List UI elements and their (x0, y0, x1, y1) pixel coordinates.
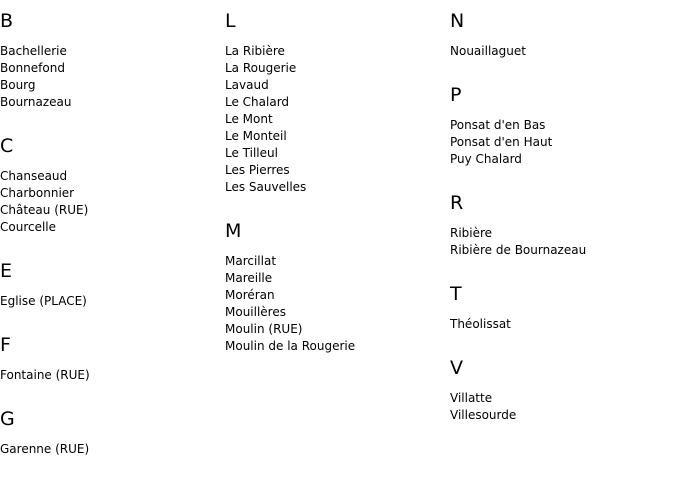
street-link[interactable]: Courcelle (0, 220, 57, 234)
letter-heading: F (0, 334, 11, 356)
letter-group-n (450, 9, 672, 60)
letter-group-p (450, 83, 672, 168)
letter-heading: P (450, 84, 462, 106)
street-link[interactable]: Le Mont (225, 112, 273, 126)
street-link[interactable]: Bonnefond (0, 61, 65, 75)
letter-group-g (0, 407, 222, 458)
street-link[interactable]: Marcillat (225, 254, 277, 268)
street-list (225, 253, 447, 355)
letter-group-c (0, 134, 222, 236)
street-list (450, 117, 672, 168)
letter-heading: R (450, 192, 464, 214)
street-link[interactable]: Garenne (RUE) (0, 442, 90, 456)
street-link[interactable]: Chanseaud (0, 169, 68, 183)
letter-heading: B (0, 10, 14, 32)
street-link[interactable]: Bournazeau (0, 95, 72, 109)
street-link[interactable]: Ribière (450, 226, 493, 240)
street-link[interactable]: Ribière de Bournazeau (450, 243, 587, 257)
street-list (450, 390, 672, 424)
street-link[interactable]: Théolissat (450, 317, 511, 331)
street-link[interactable]: Eglise (PLACE) (0, 294, 87, 308)
street-link[interactable]: Charbonnier (0, 186, 75, 200)
street-link[interactable]: Ponsat d'en Haut (450, 135, 553, 149)
street-link[interactable]: Moréran (225, 288, 275, 302)
letter-heading: G (0, 408, 15, 430)
street-link[interactable]: La Rougerie (225, 61, 297, 75)
street-link[interactable]: Les Pierres (225, 163, 290, 177)
street-link[interactable]: Mareille (225, 271, 273, 285)
index-column-1 (0, 9, 222, 481)
letter-group-b (0, 9, 222, 111)
street-list (0, 168, 222, 236)
letter-heading: T (450, 283, 462, 305)
street-list (0, 43, 222, 111)
letter-heading: L (225, 10, 236, 32)
street-link[interactable]: Moulin de la Rougerie (225, 339, 356, 353)
street-link[interactable]: Ponsat d'en Bas (450, 118, 546, 132)
street-list (450, 225, 672, 259)
letter-group-e (0, 259, 222, 310)
street-link[interactable]: Le Monteil (225, 129, 287, 143)
index-column-3 (450, 9, 672, 447)
street-link[interactable]: Bourg (0, 78, 36, 92)
street-link[interactable]: Château (RUE) (0, 203, 89, 217)
street-link[interactable]: Mouillères (225, 305, 286, 319)
letter-group-m (225, 219, 447, 355)
letter-group-l (225, 9, 447, 196)
letter-group-f (0, 333, 222, 384)
street-link[interactable]: Moulin (RUE) (225, 322, 303, 336)
street-list (450, 316, 672, 333)
index-column-2 (225, 9, 447, 378)
letter-group-r (450, 191, 672, 259)
street-link[interactable]: Nouaillaguet (450, 44, 526, 58)
street-link[interactable]: Les Sauvelles (225, 180, 307, 194)
letter-heading: E (0, 260, 13, 282)
street-link[interactable]: Puy Chalard (450, 152, 522, 166)
street-link[interactable]: Le Chalard (225, 95, 290, 109)
letter-heading: M (225, 220, 242, 242)
street-list (450, 43, 672, 60)
street-link[interactable]: La Ribière (225, 44, 285, 58)
letter-heading: C (0, 135, 14, 157)
street-list (0, 293, 222, 310)
letter-heading: N (450, 10, 465, 32)
street-list (225, 43, 447, 196)
letter-group-v (450, 356, 672, 424)
street-link[interactable]: Bachellerie (0, 44, 67, 58)
street-link[interactable]: Villatte (450, 391, 493, 405)
street-link[interactable]: Lavaud (225, 78, 269, 92)
street-list (0, 441, 222, 458)
letter-heading: V (450, 357, 463, 379)
street-link[interactable]: Villesourde (450, 408, 517, 422)
street-list (0, 367, 222, 384)
street-link[interactable]: Fontaine (RUE) (0, 368, 90, 382)
letter-group-t (450, 282, 672, 333)
street-link[interactable]: Le Tilleul (225, 146, 278, 160)
